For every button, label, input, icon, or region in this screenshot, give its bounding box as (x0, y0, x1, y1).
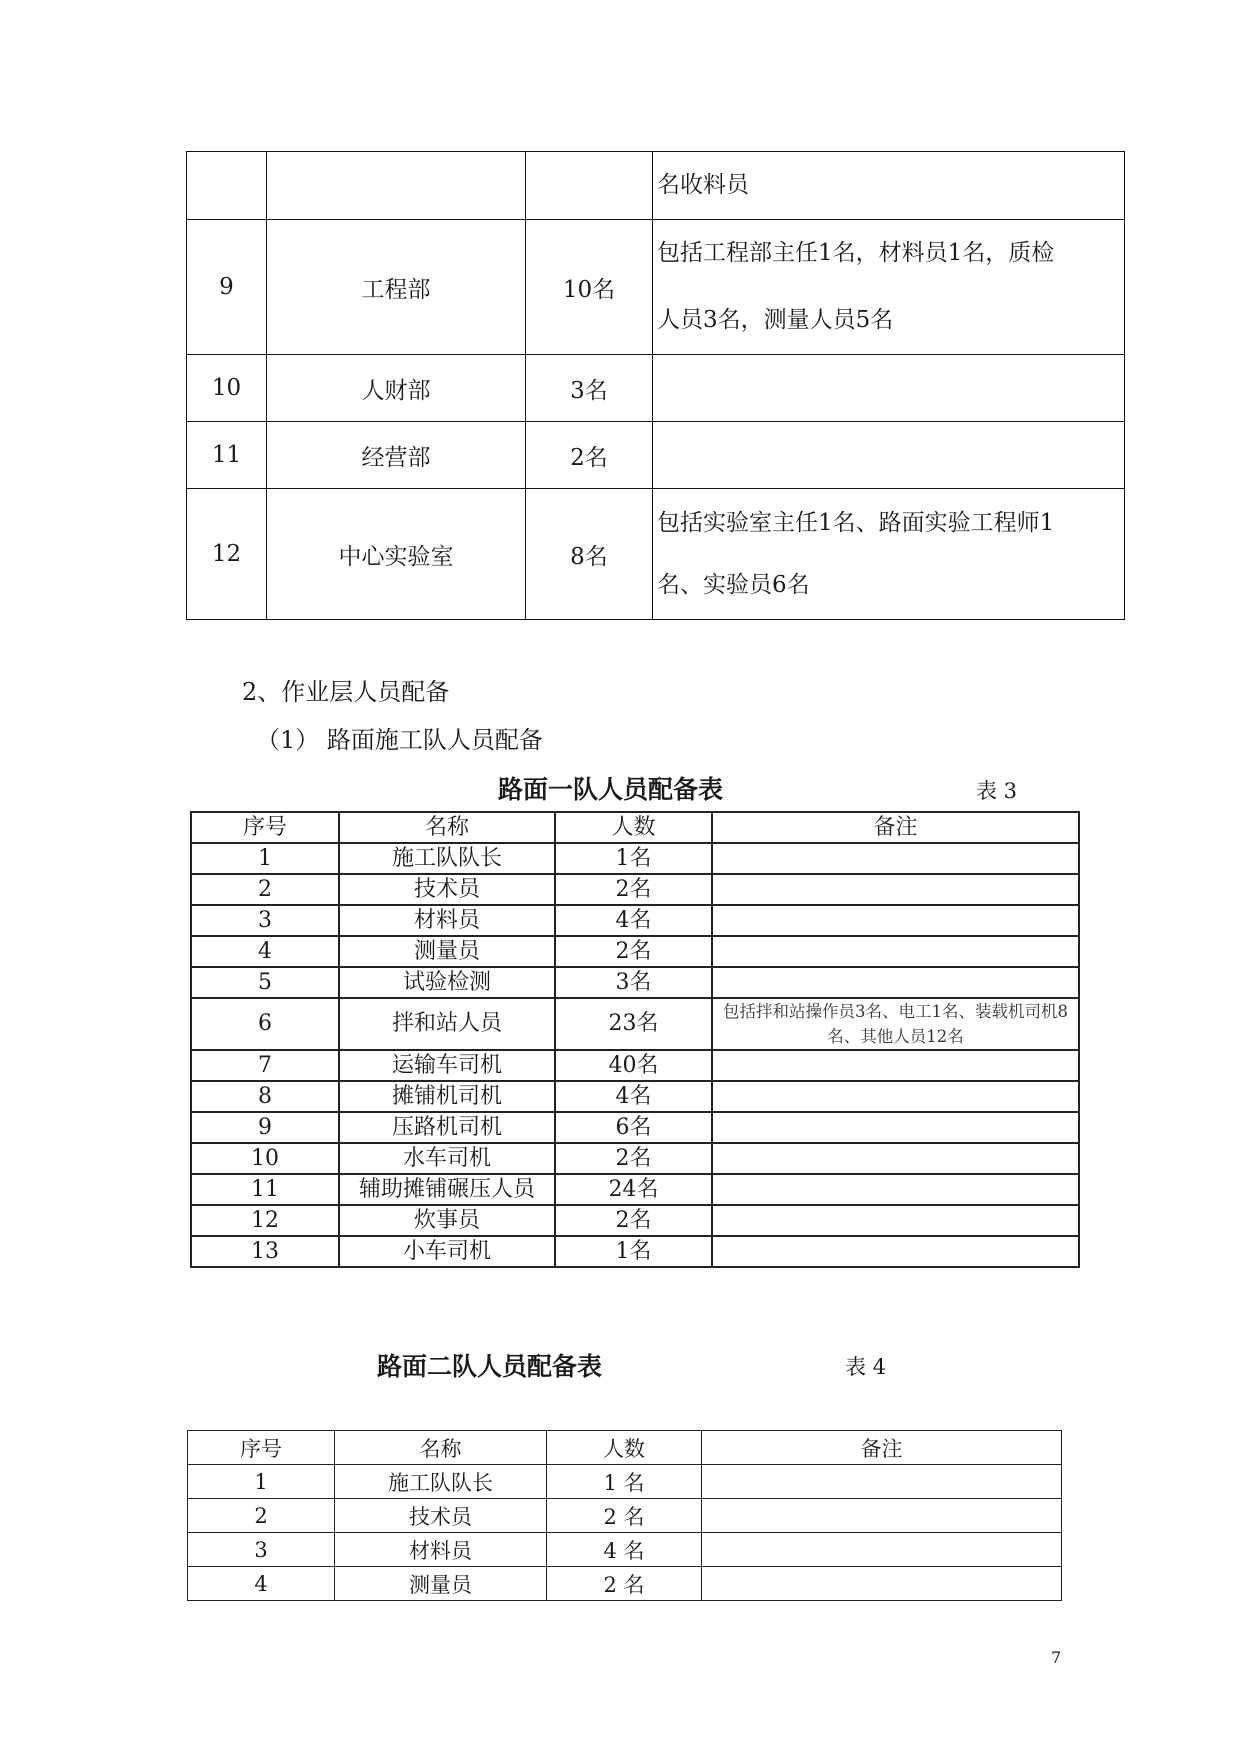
table-row (187, 489, 1125, 620)
table-row (187, 355, 1125, 422)
table-row (191, 936, 1079, 967)
cell-no: 8 (191, 1081, 339, 1112)
cell-remark (712, 905, 1079, 936)
row-count (526, 152, 653, 220)
row-dept: 中心实验室 (267, 489, 526, 620)
table-row (191, 1081, 1079, 1112)
header-cell: 名称 (335, 1431, 547, 1465)
row-no: 9 (187, 220, 267, 355)
table-row (188, 1465, 1062, 1499)
cell-count: 1 名 (547, 1465, 702, 1499)
road-team-1-table (190, 811, 1080, 1268)
cell-remark (712, 1205, 1079, 1236)
cell-no: 2 (191, 874, 339, 905)
table-row (191, 998, 1079, 1050)
cell-count: 23名 (555, 998, 712, 1050)
cell-name: 拌和站人员 (339, 998, 555, 1050)
table-header-row (188, 1431, 1062, 1465)
cell-remark (712, 1050, 1079, 1081)
cell-no: 1 (191, 843, 339, 874)
cell-no: 3 (188, 1533, 335, 1567)
cell-remark (712, 843, 1079, 874)
row-note (653, 422, 1125, 489)
page-number: 7 (1051, 1648, 1062, 1667)
cell-name: 施工队队长 (339, 843, 555, 874)
table-row (191, 1236, 1079, 1267)
cell-name: 施工队队长 (335, 1465, 547, 1499)
row-dept: 人财部 (267, 355, 526, 422)
department-personnel-table (186, 151, 1125, 620)
cell-name: 测量员 (335, 1567, 547, 1601)
cell-name: 技术员 (335, 1499, 547, 1533)
cell-count: 2 名 (547, 1567, 702, 1601)
header-cell: 名称 (339, 812, 555, 843)
note-line-2: 人员3名，测量人员5名 (657, 307, 894, 333)
row-no: 10 (187, 355, 267, 422)
table-row (191, 843, 1079, 874)
cell-no: 12 (191, 1205, 339, 1236)
cell-no: 1 (188, 1465, 335, 1499)
table-row (188, 1499, 1062, 1533)
row-note (653, 489, 1125, 620)
cell-count: 6名 (555, 1112, 712, 1143)
cell-remark (712, 936, 1079, 967)
subsection-heading: （1） 路面施工队人员配备 (256, 726, 543, 754)
table3-title: 路面一队人员配备表 (498, 775, 724, 804)
cell-count: 24名 (555, 1174, 712, 1205)
cell-no: 4 (191, 936, 339, 967)
table4-title: 路面二队人员配备表 (377, 1352, 603, 1381)
cell-name: 小车司机 (339, 1236, 555, 1267)
row-note: 名收料员 (653, 152, 1125, 220)
table-header-row (191, 812, 1079, 843)
table-row (187, 220, 1125, 355)
table-row (191, 1112, 1079, 1143)
table-row (191, 905, 1079, 936)
table-row (188, 1533, 1062, 1567)
header-cell: 人数 (547, 1431, 702, 1465)
row-count: 10名 (526, 220, 653, 355)
table-row (191, 1174, 1079, 1205)
cell-no: 11 (191, 1174, 339, 1205)
cell-remark (712, 1112, 1079, 1143)
cell-count: 4名 (555, 905, 712, 936)
cell-no: 6 (191, 998, 339, 1050)
cell-remark (712, 1236, 1079, 1267)
row-note (653, 220, 1125, 355)
row-dept (267, 152, 526, 220)
cell-remark (712, 1143, 1079, 1174)
cell-name: 水车司机 (339, 1143, 555, 1174)
cell-remark (712, 1081, 1079, 1112)
header-cell: 人数 (555, 812, 712, 843)
cell-name: 材料员 (335, 1533, 547, 1567)
header-cell: 序号 (188, 1431, 335, 1465)
table3-number: 表 3 (976, 779, 1018, 803)
note-line-1: 包括工程部主任1名，材料员1名，质检 (657, 240, 1055, 266)
cell-no: 13 (191, 1236, 339, 1267)
cell-remark (702, 1499, 1062, 1533)
cell-count: 2 名 (547, 1499, 702, 1533)
table-row (188, 1567, 1062, 1601)
cell-no: 9 (191, 1112, 339, 1143)
cell-remark (712, 967, 1079, 998)
row-note (653, 355, 1125, 422)
cell-name: 压路机司机 (339, 1112, 555, 1143)
table-row (187, 422, 1125, 489)
cell-no: 4 (188, 1567, 335, 1601)
section-heading: 2、作业层人员配备 (242, 678, 450, 706)
note-line-1: 包括实验室主任1名、路面实验工程师1 (657, 510, 1055, 536)
cell-remark (702, 1567, 1062, 1601)
cell-remark (702, 1465, 1062, 1499)
cell-no: 5 (191, 967, 339, 998)
row-dept: 经营部 (267, 422, 526, 489)
row-count: 2名 (526, 422, 653, 489)
cell-no: 10 (191, 1143, 339, 1174)
cell-count: 2名 (555, 1143, 712, 1174)
table-row (191, 967, 1079, 998)
cell-no: 2 (188, 1499, 335, 1533)
cell-name: 测量员 (339, 936, 555, 967)
header-cell: 序号 (191, 812, 339, 843)
row-count: 8名 (526, 489, 653, 620)
row-dept: 工程部 (267, 220, 526, 355)
cell-count: 4 名 (547, 1533, 702, 1567)
table-row (191, 1205, 1079, 1236)
cell-count: 1名 (555, 843, 712, 874)
cell-count: 2名 (555, 936, 712, 967)
row-no (187, 152, 267, 220)
cell-name: 材料员 (339, 905, 555, 936)
cell-count: 1名 (555, 1236, 712, 1267)
table-row (187, 152, 1125, 220)
cell-remark (712, 1174, 1079, 1205)
header-cell: 备注 (702, 1431, 1062, 1465)
cell-name: 技术员 (339, 874, 555, 905)
note-line-2: 名、实验员6名 (657, 572, 810, 598)
cell-count: 40名 (555, 1050, 712, 1081)
cell-count: 2名 (555, 1205, 712, 1236)
cell-no: 3 (191, 905, 339, 936)
table4-number: 表 4 (845, 1355, 887, 1379)
cell-remark (702, 1533, 1062, 1567)
cell-name: 摊铺机司机 (339, 1081, 555, 1112)
cell-name: 炊事员 (339, 1205, 555, 1236)
table-row (191, 1143, 1079, 1174)
cell-remark: 包括拌和站操作员3名、电工1名、装载机司机8名、其他人员12名 (712, 998, 1079, 1050)
row-no: 12 (187, 489, 267, 620)
cell-remark (712, 874, 1079, 905)
row-count: 3名 (526, 355, 653, 422)
row-no: 11 (187, 422, 267, 489)
table-row (191, 1050, 1079, 1081)
cell-name: 运输车司机 (339, 1050, 555, 1081)
header-cell: 备注 (712, 812, 1079, 843)
cell-count: 4名 (555, 1081, 712, 1112)
cell-count: 2名 (555, 874, 712, 905)
table-row (191, 874, 1079, 905)
cell-name: 试验检测 (339, 967, 555, 998)
cell-no: 7 (191, 1050, 339, 1081)
cell-count: 3名 (555, 967, 712, 998)
road-team-2-table (187, 1430, 1062, 1601)
cell-name: 辅助摊铺碾压人员 (339, 1174, 555, 1205)
